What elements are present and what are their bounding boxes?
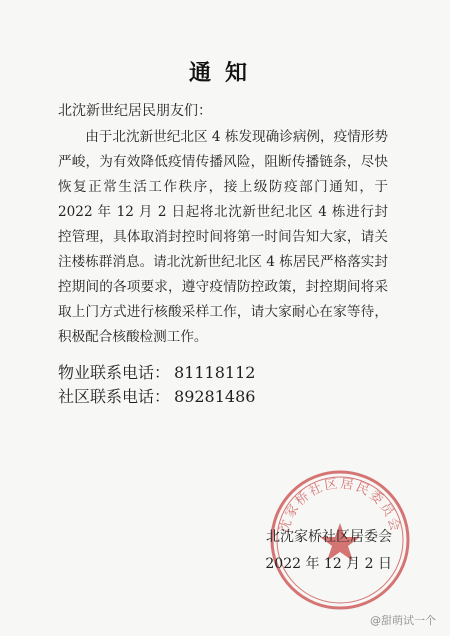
community-contact xyxy=(58,384,255,407)
issuer-name: 北沈家桥社区居委会 xyxy=(266,529,392,545)
community-contact-number: 89281486 xyxy=(174,387,256,406)
property-contact-number: 81118112 xyxy=(174,363,256,382)
seal-text: 沈家桥社区居民委员会 xyxy=(277,476,403,535)
community-contact-label: 社区联系电话： xyxy=(58,387,171,406)
issue-date: 2022 年 12 月 2 日 xyxy=(265,556,392,572)
property-contact xyxy=(58,360,255,383)
property-contact-label: 物业联系电话： xyxy=(58,363,171,382)
watermark: @甜萌试一个 xyxy=(370,614,436,627)
salutation: 北沈新世纪居民朋友们： xyxy=(58,103,212,119)
notice-body: 由于北沈新世纪北区 4 栋发现确诊病例，疫情形势严峻，为有效降低疫情传播风险，阻断传播链条，尽快恢复正常生活工作秩序，接上级防疫部门通知，于 2022 年 12 月 2 日起将北沈新世纪北区 4 栋进行封控管理，具体取消封控时间将第一时间告知大家，请关注楼栋群消息。请北沈新世纪北区 4 栋居民严格落实封控期间的各项要求，遵守疫情防控政策，封控期间将采取上门方式进行核酸采样工作，请大家耐心在家等待，积极配合核酸检测工作。 xyxy=(58,129,388,345)
page-title: 通知 xyxy=(188,60,261,86)
